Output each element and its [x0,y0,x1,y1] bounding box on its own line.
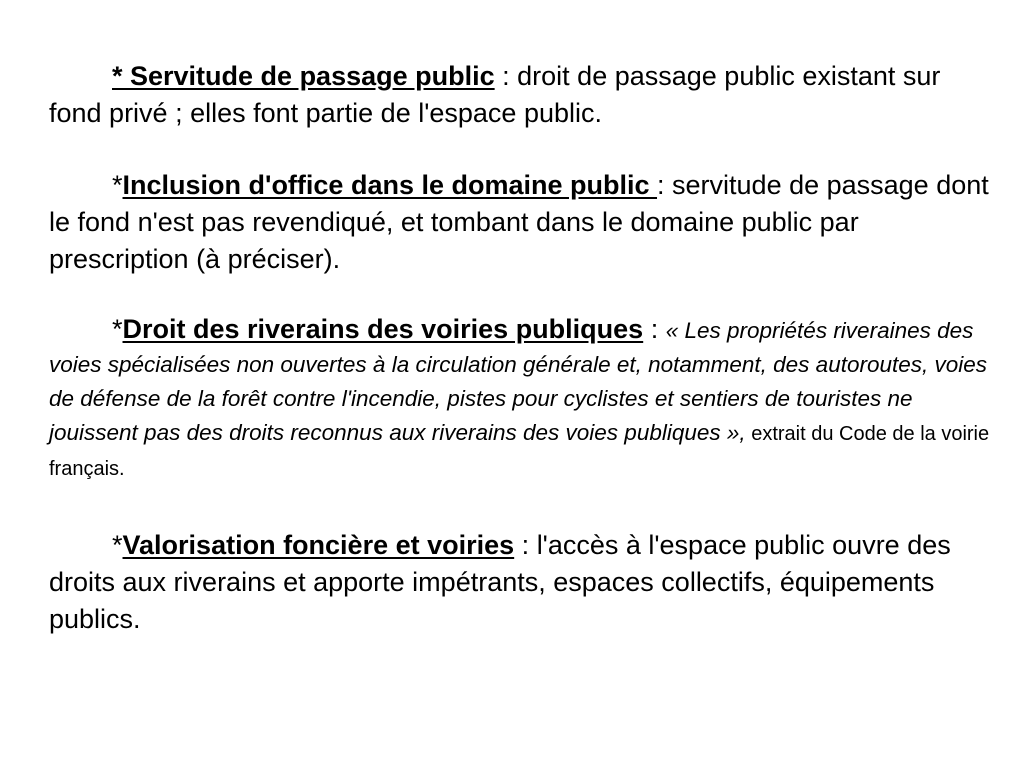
definition-quote: « Les propriétés riveraines des voies spécialisées non ouvertes à la circulation générale et, notamment, des autoroutes, voies de défense de la forêt contre l'incendie, pistes pour cyclistes et sentiers de touristes ne jouissent pas des droits reconnus aux riverains des voies publiques », [49,318,988,445]
definition-separator: : [643,314,666,344]
definition-servitude-passage [49,58,994,132]
definition-term: Droit des riverains des voiries publiques [122,314,644,344]
definition-text: servitude de passage dont le fond n'est pas revendiqué, et tombant dans le domaine public par prescription (à préciser). [49,170,989,274]
definition-inclusion-office [49,167,994,278]
definition-valorisation-fonciere [49,527,994,638]
definition-droit-riverains [49,313,994,485]
definition-term: Valorisation foncière et voiries [122,530,515,560]
definition-prefix: * [112,530,123,560]
definition-source: extrait du Code de la voirie français. [49,423,990,480]
definition-separator: : [657,170,673,200]
definition-text: droit de passage public existant sur fond privé ; elles font partie de l'espace public. [49,61,941,128]
definition-separator: : [514,530,537,560]
definition-term: Inclusion d'office dans le domaine public [122,170,658,200]
definition-separator: : [494,61,518,91]
definition-prefix: * [112,314,123,344]
definition-term: * Servitude de passage public [112,61,495,91]
definition-prefix: * [112,170,123,200]
slide-content [49,58,994,638]
definition-text: l'accès à l'espace public ouvre des droits aux riverains et apporte impétrants, espaces collectifs, équipements publics. [49,530,951,634]
